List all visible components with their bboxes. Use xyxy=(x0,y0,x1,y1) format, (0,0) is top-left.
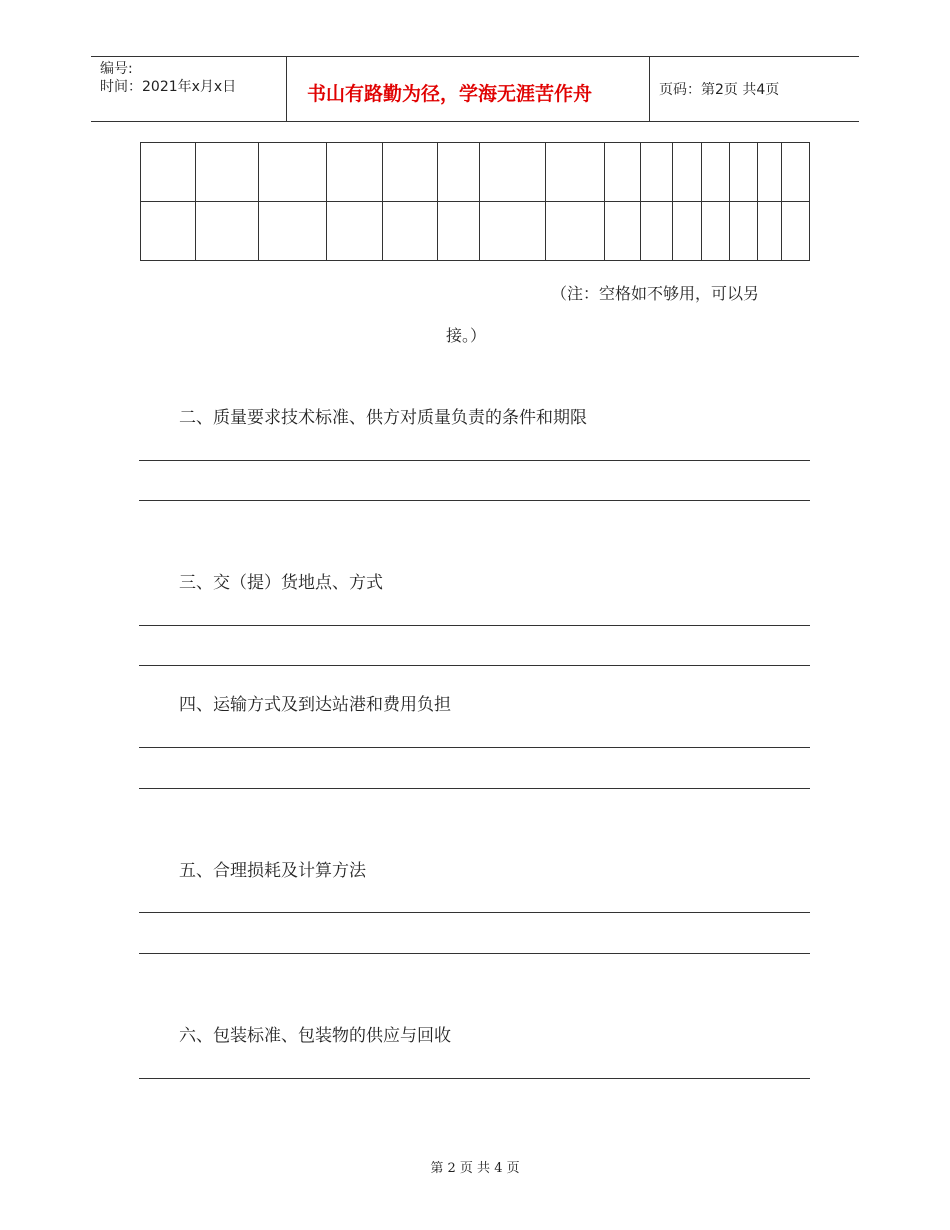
table-cell[interactable] xyxy=(641,143,673,202)
table-cell[interactable] xyxy=(605,143,641,202)
table-row xyxy=(141,143,810,202)
section-title-loss: 五、合理损耗及计算方法 xyxy=(179,861,366,881)
table-cell[interactable] xyxy=(141,202,196,261)
table-cell[interactable] xyxy=(480,202,546,261)
fill-line[interactable] xyxy=(139,460,810,461)
table-cell[interactable] xyxy=(782,202,810,261)
table-cell[interactable] xyxy=(480,143,546,202)
item-table xyxy=(140,142,810,261)
table-cell[interactable] xyxy=(546,202,605,261)
page-header xyxy=(91,56,859,122)
table-cell[interactable] xyxy=(758,202,782,261)
page-label: 页码：第2页 共4页 xyxy=(659,82,780,98)
table-cell[interactable] xyxy=(605,202,641,261)
table-note-line1: （注：空格如不够用，可以另 xyxy=(551,284,760,303)
section-title-delivery: 三、交（提）货地点、方式 xyxy=(179,573,383,593)
table-cell[interactable] xyxy=(438,202,480,261)
table-cell[interactable] xyxy=(196,143,259,202)
table-cell[interactable] xyxy=(730,202,758,261)
table-cell[interactable] xyxy=(702,143,730,202)
table-row xyxy=(141,202,810,261)
table-cell[interactable] xyxy=(327,143,383,202)
table-note-line2: 接。） xyxy=(446,326,487,345)
table-cell[interactable] xyxy=(782,143,810,202)
table-cell[interactable] xyxy=(730,143,758,202)
section-title-transport: 四、运输方式及到达站港和费用负担 xyxy=(179,695,451,715)
table-cell[interactable] xyxy=(702,202,730,261)
table-cell[interactable] xyxy=(673,143,702,202)
table-cell[interactable] xyxy=(141,143,196,202)
table-cell[interactable] xyxy=(546,143,605,202)
fill-line[interactable] xyxy=(139,625,810,626)
table-cell[interactable] xyxy=(641,202,673,261)
header-divider xyxy=(649,57,650,121)
time-label: 时间：2021年x月x日 xyxy=(100,79,237,95)
table-cell[interactable] xyxy=(673,202,702,261)
fill-line[interactable] xyxy=(139,1078,810,1079)
fill-line[interactable] xyxy=(139,500,810,501)
fill-line[interactable] xyxy=(139,788,810,789)
table-cell[interactable] xyxy=(259,202,327,261)
table-cell[interactable] xyxy=(383,202,438,261)
section-title-packaging: 六、包装标准、包装物的供应与回收 xyxy=(179,1026,451,1046)
fill-line[interactable] xyxy=(139,912,810,913)
motto: 书山有路勤为径，学海无涯苦作舟 xyxy=(307,83,593,105)
table-cell[interactable] xyxy=(758,143,782,202)
table-cell[interactable] xyxy=(327,202,383,261)
serial-label: 编号: xyxy=(100,61,133,77)
header-divider xyxy=(286,57,287,121)
fill-line[interactable] xyxy=(139,747,810,748)
section-title-quality: 二、质量要求技术标准、供方对质量负责的条件和期限 xyxy=(179,408,587,428)
fill-line[interactable] xyxy=(139,665,810,666)
table-cell[interactable] xyxy=(196,202,259,261)
fill-line[interactable] xyxy=(139,953,810,954)
table-cell[interactable] xyxy=(383,143,438,202)
table-cell[interactable] xyxy=(259,143,327,202)
page-footer: 第 2 页 共 4 页 xyxy=(430,1161,520,1176)
table-cell[interactable] xyxy=(438,143,480,202)
